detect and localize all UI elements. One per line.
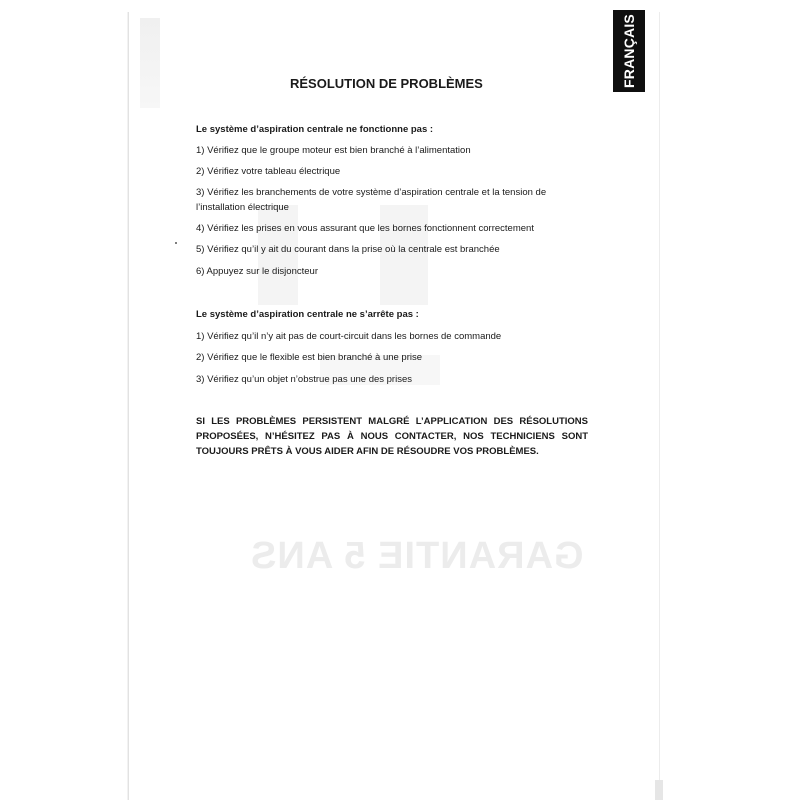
list-item: 3) Vérifiez les branchements de votre système d’aspiration centrale et la tension de l’installation électrique bbox=[196, 187, 547, 213]
list-item: 2) Vérifiez votre tableau électrique bbox=[196, 166, 341, 177]
list-item: 1) Vérifiez que le groupe moteur est bien branché à l’alimentation bbox=[196, 145, 471, 156]
list-item: 6) Appuyez sur le disjoncteur bbox=[196, 266, 318, 277]
list-item: 5) Vérifiez qu’il y ait du courant dans la prise où la centrale est branchée bbox=[196, 244, 500, 255]
list-item: 4) Vérifiez les prises en vous assurant que les bornes fonctionnent correctement bbox=[196, 223, 534, 234]
page-edge-mark bbox=[655, 780, 663, 800]
stray-mark bbox=[175, 242, 177, 244]
page-title: RÉSOLUTION DE PROBLÈMES bbox=[290, 76, 483, 91]
contact-notice: SI LES PROBLÈMES PERSISTENT MALGRÉ L’APPLICATION DES RÉSOLUTIONS PROPOSÉES, N’HÉSITEZ PAS À NOUS CONTACTER, NOS TECHNICIENS SONT TOUJOURS PRÊTS À VOUS AIDER AFIN DE RÉSOUDRE VOS PROBLÈMES. bbox=[196, 416, 588, 457]
show-through-shadow-left bbox=[140, 18, 160, 108]
list-item: 3) Vérifiez qu’un objet n’obstrue pas une des prises bbox=[196, 374, 412, 385]
language-tab bbox=[613, 10, 645, 92]
show-through-text: GARANTIE 5 ANS bbox=[250, 535, 584, 577]
list-item: 1) Vérifiez qu’il n’y ait pas de court-circuit dans les bornes de commande bbox=[196, 331, 502, 342]
list-item: 2) Vérifiez que le flexible est bien branché à une prise bbox=[196, 352, 423, 363]
section-heading-not-stopping: Le système d’aspiration centrale ne s’arrête pas : bbox=[196, 309, 419, 320]
language-tab-label: FRANÇAIS bbox=[621, 14, 637, 88]
section-heading-not-working: Le système d’aspiration centrale ne fonctionne pas : bbox=[196, 124, 434, 135]
